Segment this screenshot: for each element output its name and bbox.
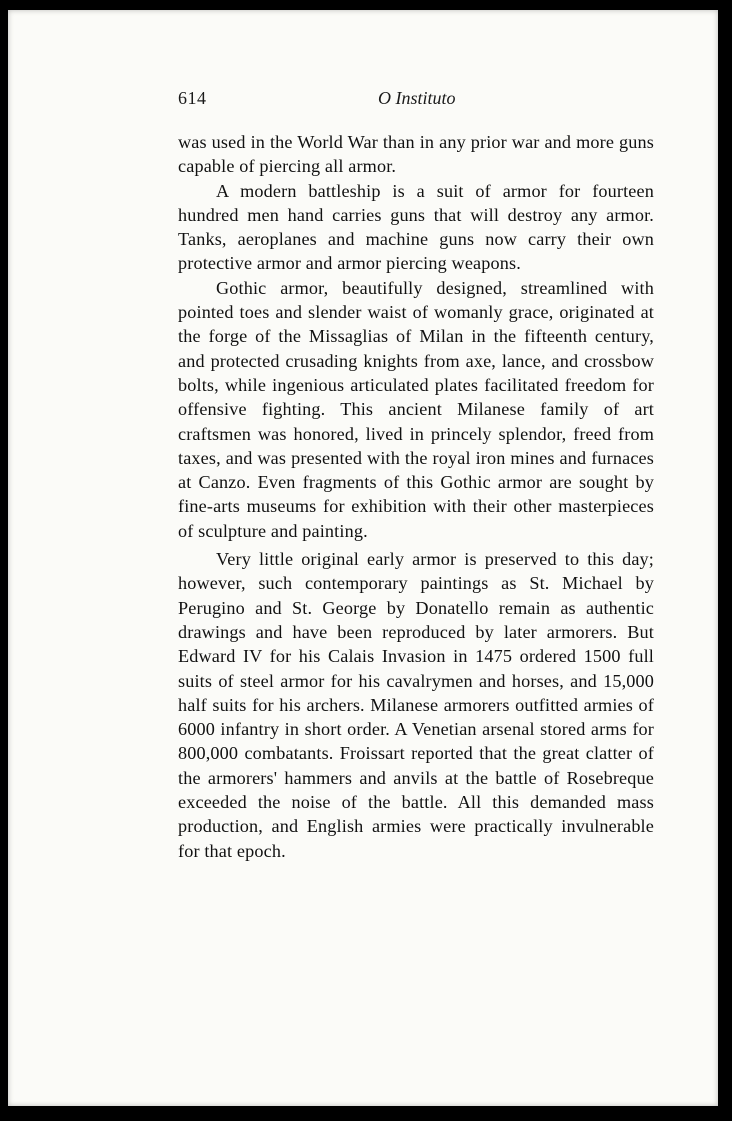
page-number: 614: [178, 88, 207, 108]
running-title: O Instituto: [378, 88, 456, 108]
paragraph-1: was used in the World War than in any prior war and more guns capable of piercing all armor.: [178, 132, 654, 177]
paragraph-4: Very little original early armor is preserved to this day; however, such contemporary paintings as St. Michael by Perugino and St. George by Donatello remain as authentic drawings and have been reproduced by later armorers. But Edward IV for his Calais Invasion in 1475 ordered 1500 full suits of steel armor for his cavalrymen and horses, and 15,000 half suits for his archers. Milanese armorers outfitted armies of 6000 infantry in short order. A Venetian arsenal stored arms for 800,000 combatants. Froissart reported that the great clatter of the armorers' hammers and anvils at the battle of Rosebreque exceeded the noise of the battle. All this demanded mass production, and English armies were practically invulnerable for that epoch.: [178, 549, 654, 861]
paragraph-3: Gothic armor, beautifully designed, streamlined with pointed toes and slender waist of womanly grace, originated at the forge of the Missaglias of Milan in the fifteenth century, and protected crusading knights from axe, lance, and crossbow bolts, while ingenious articulated plates facilitated freedom for offensive fighting. This ancient Milanese family of art craftsmen was honored, lived in princely splendor, freed from taxes, and was presented with the royal iron mines and furnaces at Canzo. Even fragments of this Gothic armor are sought by fine-arts museums for exhibition with their other masterpieces of sculpture and painting.: [178, 277, 654, 541]
body-text: [178, 130, 654, 863]
scanned-page: [8, 10, 718, 1106]
paragraph-2: A modern battleship is a suit of armor for fourteen hundred men hand carries guns that will destroy any armor. Tanks, aeroplanes and machine guns now carry their own protective armor and armor piercing weapons.: [178, 180, 654, 274]
